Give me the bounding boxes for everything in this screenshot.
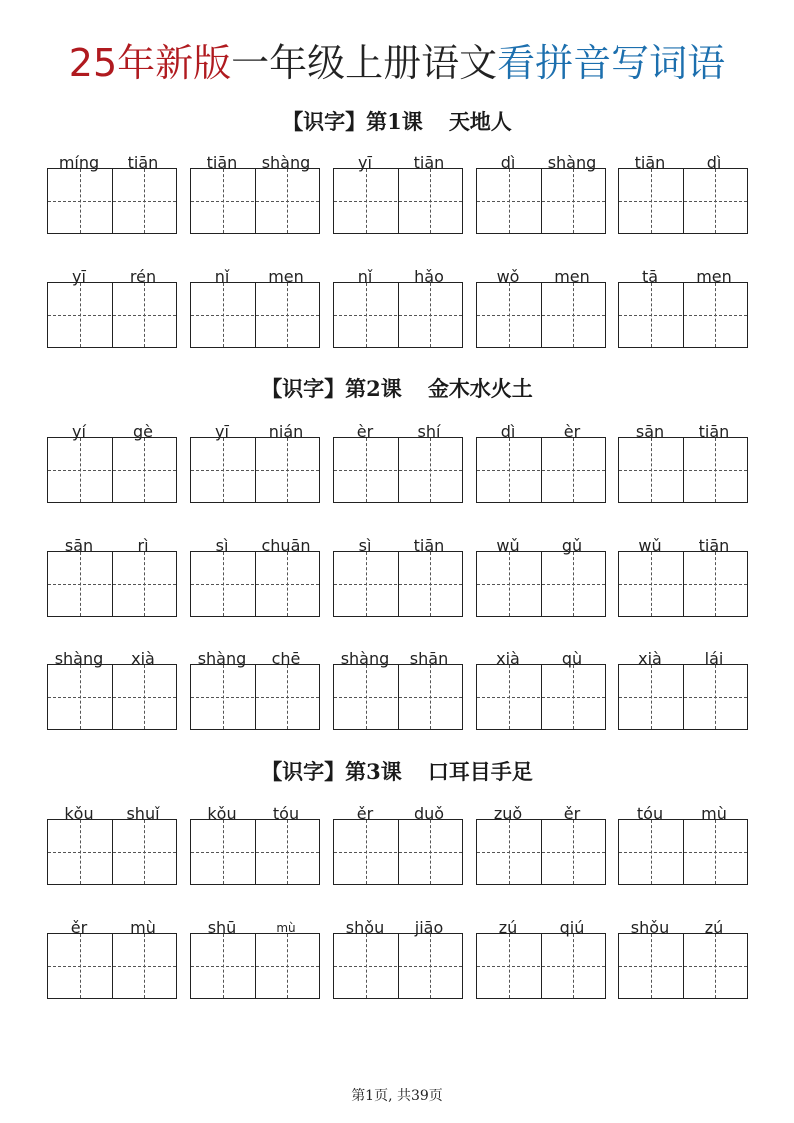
guide-line: [651, 438, 652, 502]
pinyin-label: dì: [500, 153, 516, 172]
word-item: [618, 152, 748, 234]
guide-line: [287, 552, 288, 616]
pinyin-label: rén: [129, 267, 157, 286]
guide-line: [366, 169, 367, 233]
guide-line: [191, 315, 319, 316]
guide-line: [651, 665, 652, 729]
pinyin-label: rì: [137, 536, 149, 555]
pinyin-label: qiú: [559, 918, 585, 937]
guide-line: [48, 852, 176, 853]
guide-line: [366, 820, 367, 884]
guide-line: [48, 201, 176, 202]
guide-line: [334, 470, 462, 471]
guide-line: [80, 820, 81, 884]
guide-line: [509, 934, 510, 998]
guide-line: [223, 934, 224, 998]
word-item: [476, 421, 606, 503]
tianzige-box-pair[interactable]: [618, 664, 748, 730]
word-item: [190, 152, 320, 234]
tianzige-box-pair[interactable]: [190, 664, 320, 730]
pinyin-label: tiān: [698, 536, 730, 555]
guide-line: [366, 665, 367, 729]
lesson-heading: [0, 373, 794, 405]
lesson-label: 【识字】第3课: [261, 759, 402, 784]
guide-line: [144, 438, 145, 502]
tianzige-box-pair[interactable]: [618, 437, 748, 503]
guide-line: [509, 283, 510, 347]
word-item: [47, 803, 177, 885]
guide-line: [477, 852, 605, 853]
tianzige-box-pair[interactable]: [190, 437, 320, 503]
guide-line: [619, 584, 747, 585]
guide-line: [334, 852, 462, 853]
tianzige-box-pair[interactable]: [190, 819, 320, 885]
guide-line: [334, 584, 462, 585]
guide-line: [366, 552, 367, 616]
pinyin-label: shǒu: [630, 918, 670, 937]
word-item: [476, 535, 606, 617]
guide-line: [573, 169, 574, 233]
title-edition: 25年新版: [68, 41, 232, 85]
guide-line: [715, 169, 716, 233]
pinyin-label: shàng: [340, 649, 390, 668]
tianzige-box-pair[interactable]: [190, 933, 320, 999]
guide-line: [334, 315, 462, 316]
pinyin-label: zuǒ: [493, 804, 523, 823]
word-item: [190, 917, 320, 999]
pinyin-label: èr: [563, 422, 581, 441]
guide-line: [287, 438, 288, 502]
guide-line: [715, 820, 716, 884]
pinyin-label: men: [554, 267, 590, 286]
pinyin-label: tiān: [413, 153, 445, 172]
tianzige-box-pair[interactable]: [333, 437, 463, 503]
pinyin-label: hǎo: [414, 267, 444, 286]
pinyin-label: nián: [268, 422, 304, 441]
guide-line: [477, 201, 605, 202]
pinyin-label: kǒu: [207, 804, 237, 823]
tianzige-box-pair[interactable]: [476, 551, 606, 617]
pinyin-label: men: [696, 267, 732, 286]
word-item: [333, 266, 463, 348]
pinyin-label: shàng: [261, 153, 311, 172]
pinyin-label: men: [268, 267, 304, 286]
word-item: [476, 803, 606, 885]
tianzige-box-pair[interactable]: [476, 282, 606, 348]
guide-line: [715, 438, 716, 502]
word-item: [333, 648, 463, 730]
guide-line: [191, 852, 319, 853]
pinyin-label: tóu: [272, 804, 300, 823]
word-item: [618, 421, 748, 503]
guide-line: [80, 438, 81, 502]
word-item: [618, 648, 748, 730]
guide-line: [223, 438, 224, 502]
lesson-words: 天地人: [448, 109, 512, 134]
title-grade: 一年级上册语文: [231, 41, 498, 85]
word-item: [190, 648, 320, 730]
pinyin-label: yī: [358, 153, 372, 172]
guide-line: [573, 665, 574, 729]
guide-line: [48, 697, 176, 698]
guide-line: [509, 820, 510, 884]
guide-line: [619, 315, 747, 316]
guide-line: [619, 201, 747, 202]
guide-line: [334, 966, 462, 967]
pinyin-label: xià: [496, 649, 520, 668]
guide-line: [223, 820, 224, 884]
guide-line: [477, 697, 605, 698]
pinyin-label: kǒu: [64, 804, 94, 823]
pinyin-label: nǐ: [357, 267, 373, 286]
guide-line: [715, 934, 716, 998]
pinyin-label: nǐ: [214, 267, 230, 286]
word-item: [618, 266, 748, 348]
guide-line: [144, 934, 145, 998]
word-item: [476, 648, 606, 730]
lesson-label: 【识字】第2课: [261, 376, 402, 401]
guide-line: [430, 665, 431, 729]
guide-line: [430, 552, 431, 616]
pinyin-label: dì: [706, 153, 722, 172]
pinyin-label: shuǐ: [126, 804, 160, 823]
pinyin-label: shū: [207, 918, 237, 937]
pinyin-label: zú: [498, 918, 518, 937]
pinyin-label: ěr: [356, 804, 374, 823]
tianzige-box-pair[interactable]: [333, 819, 463, 885]
pinyin-label: xià: [131, 649, 155, 668]
pinyin-label: shàng: [197, 649, 247, 668]
guide-line: [651, 934, 652, 998]
guide-line: [477, 470, 605, 471]
guide-line: [48, 315, 176, 316]
tianzige-box-pair[interactable]: [47, 168, 177, 234]
pinyin-label: tóu: [636, 804, 664, 823]
pinyin-label: mù: [130, 918, 156, 937]
pinyin-label: chē: [271, 649, 301, 668]
tianzige-box-pair[interactable]: [333, 551, 463, 617]
lesson-heading: [0, 106, 794, 138]
tianzige-box-pair[interactable]: [190, 168, 320, 234]
word-item: [47, 266, 177, 348]
guide-line: [144, 552, 145, 616]
guide-line: [477, 966, 605, 967]
tianzige-box-pair[interactable]: [476, 664, 606, 730]
pinyin-label: tiān: [634, 153, 666, 172]
guide-line: [144, 283, 145, 347]
guide-line: [477, 315, 605, 316]
tianzige-box-pair[interactable]: [47, 551, 177, 617]
guide-line: [48, 470, 176, 471]
guide-line: [715, 283, 716, 347]
pinyin-label: yī: [215, 422, 229, 441]
guide-line: [334, 201, 462, 202]
tianzige-box-pair[interactable]: [333, 664, 463, 730]
tianzige-box-pair[interactable]: [618, 168, 748, 234]
pinyin-label: wǔ: [496, 536, 520, 555]
page-footer: 第1页, 共39页: [351, 1088, 443, 1104]
pinyin-label: xià: [638, 649, 662, 668]
pinyin-label: sì: [215, 536, 229, 555]
pinyin-label: yī: [72, 267, 86, 286]
tianzige-box-pair[interactable]: [618, 282, 748, 348]
guide-line: [573, 438, 574, 502]
guide-line: [509, 438, 510, 502]
tianzige-box-pair[interactable]: [476, 933, 606, 999]
guide-line: [509, 169, 510, 233]
tianzige-box-pair[interactable]: [47, 933, 177, 999]
guide-line: [619, 852, 747, 853]
tianzige-box-pair[interactable]: [618, 551, 748, 617]
word-item: [47, 421, 177, 503]
tianzige-box-pair[interactable]: [618, 819, 748, 885]
pinyin-label: tiān: [698, 422, 730, 441]
pinyin-label: sān: [64, 536, 94, 555]
guide-line: [334, 697, 462, 698]
word-item: [47, 152, 177, 234]
guide-line: [287, 934, 288, 998]
pinyin-label: ěr: [70, 918, 88, 937]
guide-line: [80, 552, 81, 616]
pinyin-label: gǔ: [561, 536, 583, 555]
tianzige-box-pair[interactable]: [47, 664, 177, 730]
pinyin-label: qù: [561, 649, 583, 668]
guide-line: [430, 438, 431, 502]
guide-line: [223, 552, 224, 616]
guide-line: [80, 934, 81, 998]
guide-line: [80, 283, 81, 347]
word-item: [47, 648, 177, 730]
guide-line: [430, 283, 431, 347]
word-item: [618, 535, 748, 617]
pinyin-label: gè: [133, 422, 153, 441]
tianzige-box-pair[interactable]: [333, 168, 463, 234]
word-item: [618, 803, 748, 885]
guide-line: [430, 169, 431, 233]
guide-line: [48, 584, 176, 585]
guide-line: [430, 820, 431, 884]
word-item: [333, 421, 463, 503]
word-item: [190, 421, 320, 503]
word-item: [476, 152, 606, 234]
guide-line: [144, 665, 145, 729]
tianzige-box-pair[interactable]: [333, 933, 463, 999]
pinyin-label: shān: [409, 649, 449, 668]
tianzige-box-pair[interactable]: [47, 437, 177, 503]
guide-line: [477, 584, 605, 585]
guide-line: [144, 820, 145, 884]
guide-line: [223, 169, 224, 233]
pinyin-label: duǒ: [413, 804, 445, 823]
word-item: [333, 917, 463, 999]
guide-line: [366, 934, 367, 998]
pinyin-label: sān: [635, 422, 665, 441]
word-item: [190, 535, 320, 617]
guide-line: [191, 470, 319, 471]
word-item: [47, 917, 177, 999]
pinyin-label: tiān: [206, 153, 238, 172]
guide-line: [366, 438, 367, 502]
guide-line: [191, 584, 319, 585]
word-item: [47, 535, 177, 617]
tianzige-box-pair[interactable]: [333, 282, 463, 348]
guide-line: [509, 665, 510, 729]
pinyin-label: sì: [358, 536, 372, 555]
guide-line: [80, 169, 81, 233]
guide-line: [287, 283, 288, 347]
guide-line: [651, 552, 652, 616]
tianzige-box-pair[interactable]: [618, 933, 748, 999]
lesson-heading: [0, 756, 794, 788]
pinyin-label: chuān: [261, 536, 311, 555]
guide-line: [191, 201, 319, 202]
pinyin-label: shàng: [54, 649, 104, 668]
guide-line: [573, 934, 574, 998]
pinyin-label: tiān: [413, 536, 445, 555]
title-task: 看拼音写词语: [497, 41, 726, 85]
guide-line: [573, 552, 574, 616]
word-item: [618, 917, 748, 999]
pinyin-label: lái: [704, 649, 724, 668]
guide-line: [619, 966, 747, 967]
guide-line: [191, 697, 319, 698]
guide-line: [144, 169, 145, 233]
guide-line: [651, 169, 652, 233]
tianzige-box-pair[interactable]: [190, 282, 320, 348]
guide-line: [223, 665, 224, 729]
guide-line: [287, 169, 288, 233]
tianzige-box-pair[interactable]: [190, 551, 320, 617]
guide-line: [223, 283, 224, 347]
guide-line: [287, 665, 288, 729]
word-item: [190, 266, 320, 348]
pinyin-label: shàng: [547, 153, 597, 172]
pinyin-label: tiān: [127, 153, 159, 172]
guide-line: [651, 283, 652, 347]
pinyin-label: shí: [417, 422, 441, 441]
lesson-words: 金木水火土: [427, 376, 533, 401]
word-item: [190, 803, 320, 885]
guide-line: [619, 697, 747, 698]
tianzige-box-pair[interactable]: [476, 819, 606, 885]
pinyin-label: dì: [500, 422, 516, 441]
pinyin-label: wǒ: [496, 267, 520, 286]
pinyin-label: mù: [701, 804, 727, 823]
guide-line: [191, 966, 319, 967]
guide-line: [80, 665, 81, 729]
word-item: [476, 917, 606, 999]
tianzige-box-pair[interactable]: [47, 819, 177, 885]
lesson-label: 【识字】第1课: [282, 109, 423, 134]
word-item: [333, 535, 463, 617]
page-title: [0, 38, 794, 88]
guide-line: [573, 283, 574, 347]
pinyin-label: wǔ: [638, 536, 662, 555]
tianzige-box-pair[interactable]: [476, 437, 606, 503]
pinyin-label: zú: [704, 918, 724, 937]
pinyin-label: tā: [641, 267, 659, 286]
tianzige-box-pair[interactable]: [47, 282, 177, 348]
tianzige-box-pair[interactable]: [476, 168, 606, 234]
pinyin-label: mù: [276, 921, 296, 935]
pinyin-label: shǒu: [345, 918, 385, 937]
guide-line: [715, 665, 716, 729]
word-item: [476, 266, 606, 348]
guide-line: [48, 966, 176, 967]
guide-line: [651, 820, 652, 884]
pinyin-label: ěr: [563, 804, 581, 823]
guide-line: [619, 470, 747, 471]
guide-line: [715, 552, 716, 616]
guide-line: [573, 820, 574, 884]
guide-line: [366, 283, 367, 347]
pinyin-label: jiāo: [414, 918, 444, 937]
guide-line: [287, 820, 288, 884]
pinyin-label: míng: [58, 153, 100, 172]
word-item: [333, 152, 463, 234]
lesson-words: 口耳目手足: [427, 759, 533, 784]
pinyin-label: yí: [72, 422, 86, 441]
guide-line: [509, 552, 510, 616]
word-item: [333, 803, 463, 885]
pinyin-label: èr: [356, 422, 374, 441]
guide-line: [430, 934, 431, 998]
